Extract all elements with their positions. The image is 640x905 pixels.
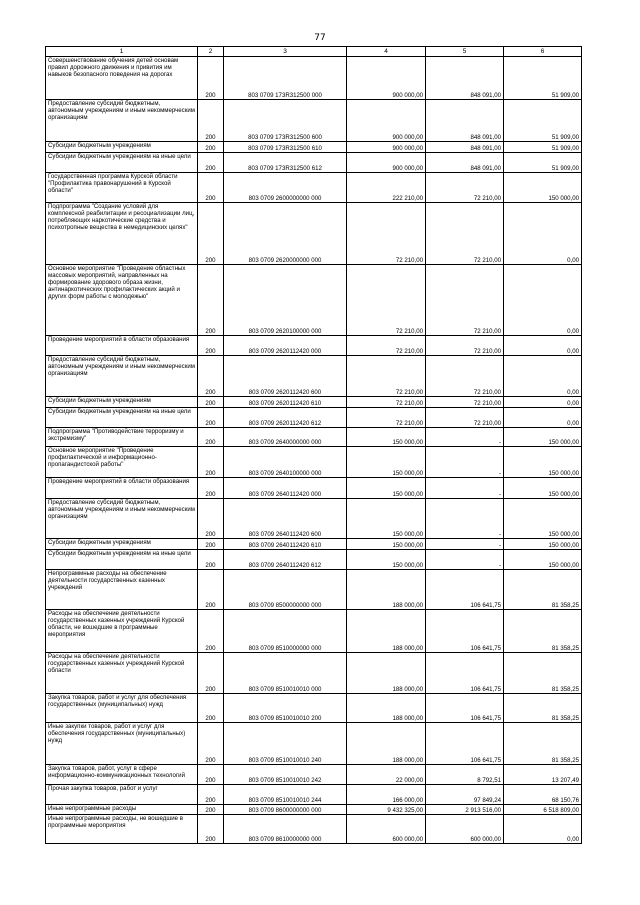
header-col-3: 3: [224, 47, 347, 57]
row-executed: 106 641,75: [426, 610, 504, 653]
row-budget-code: 803 0709 2640112420 610: [224, 539, 347, 550]
row-name: Иные закупки товаров, работ и услуг для обеспечения государственных (муниципальных) нужд: [46, 723, 198, 765]
row-budget-code: 803 0709 8500000000 000: [224, 570, 347, 610]
row-unexecuted: 0,00: [504, 336, 582, 356]
row-name: Основное мероприятие "Проведение профилактической и информационно-пропагандистской работы": [46, 447, 198, 478]
row-name: Субсидии бюджетным учреждениям: [46, 539, 198, 550]
row-approved: 150 000,00: [347, 447, 426, 478]
row-line-code: 200: [198, 723, 224, 765]
row-line-code: 200: [198, 57, 224, 100]
row-budget-code: 803 0709 2640000000 000: [224, 428, 347, 447]
row-executed: 72 210,00: [426, 397, 504, 408]
row-approved: 150 000,00: [347, 539, 426, 550]
row-budget-code: 803 0709 2620112420 612: [224, 408, 347, 428]
row-name: Расходы на обеспечение деятельности государственных казенных учреждений Курской области, не вошедшие в программные мероприятия: [46, 610, 198, 653]
row-approved: 22 000,00: [347, 765, 426, 785]
row-line-code: 200: [198, 447, 224, 478]
table-row: [46, 408, 582, 428]
row-line-code: 200: [198, 100, 224, 142]
row-line-code: 200: [198, 499, 224, 539]
row-budget-code: 803 0709 2620112420 000: [224, 336, 347, 356]
row-approved: 900 000,00: [347, 142, 426, 153]
row-unexecuted: 51 909,00: [504, 153, 582, 173]
row-approved: 188 000,00: [347, 694, 426, 723]
row-line-code: 200: [198, 694, 224, 723]
table-row: [46, 765, 582, 785]
row-unexecuted: 6 518 809,00: [504, 805, 582, 815]
table-row: [46, 57, 582, 100]
row-budget-code: 803 0709 173R312500 600: [224, 100, 347, 142]
row-approved: 900 000,00: [347, 153, 426, 173]
row-line-code: 200: [198, 397, 224, 408]
row-line-code: 200: [198, 173, 224, 203]
row-line-code: 200: [198, 336, 224, 356]
row-budget-code: 803 0709 173R312500 610: [224, 142, 347, 153]
header-row: [46, 47, 582, 57]
row-unexecuted: 13 207,49: [504, 765, 582, 785]
row-line-code: 200: [198, 356, 224, 397]
row-name: Субсидии бюджетным учреждениям: [46, 397, 198, 408]
row-executed: 2 913 516,00: [426, 805, 504, 815]
row-approved: 150 000,00: [347, 550, 426, 570]
row-line-code: 200: [198, 153, 224, 173]
row-unexecuted: 0,00: [504, 397, 582, 408]
header-col-1: 1: [46, 47, 198, 57]
row-line-code: 200: [198, 408, 224, 428]
row-line-code: 200: [198, 428, 224, 447]
row-executed: -: [426, 428, 504, 447]
row-unexecuted: 81 358,25: [504, 653, 582, 694]
row-line-code: 200: [198, 815, 224, 844]
table-row: [46, 173, 582, 203]
row-unexecuted: 81 358,25: [504, 694, 582, 723]
table-row: [46, 203, 582, 265]
row-executed: 106 641,75: [426, 653, 504, 694]
row-line-code: 200: [198, 653, 224, 694]
row-name: Расходы на обеспечение деятельности государственных казенных учреждений Курской области: [46, 653, 198, 694]
row-name: Подпрограмма "Создание условий для комплексной реабилитации и ресоциализации лиц, потребляющих наркотические средства и психотропные вещества в немедицинских целях": [46, 203, 198, 265]
table-row: [46, 336, 582, 356]
row-unexecuted: 51 909,00: [504, 142, 582, 153]
table-row: [46, 694, 582, 723]
row-name: Совершенствование обучения детей основам правил дорожного движения и привития им навыков безопасного поведения на дорогах: [46, 57, 198, 100]
row-unexecuted: 81 358,25: [504, 610, 582, 653]
row-approved: 72 210,00: [347, 408, 426, 428]
table-row: [46, 142, 582, 153]
row-name: Иные непрограммные расходы, не вошедшие в программные мероприятия: [46, 815, 198, 844]
row-budget-code: 803 0709 8510010010 000: [224, 653, 347, 694]
table-row: [46, 356, 582, 397]
table-body: [46, 57, 582, 844]
row-budget-code: 803 0709 2620100000 000: [224, 265, 347, 336]
row-approved: 900 000,00: [347, 57, 426, 100]
row-unexecuted: 0,00: [504, 203, 582, 265]
row-name: Непрограммные расходы на обеспечение деятельности государственных казенных учреждений: [46, 570, 198, 610]
row-executed: 72 210,00: [426, 265, 504, 336]
row-executed: 72 210,00: [426, 408, 504, 428]
row-executed: 848 091,00: [426, 153, 504, 173]
row-approved: 166 000,00: [347, 785, 426, 805]
row-name: Субсидии бюджетным учреждениям: [46, 142, 198, 153]
row-approved: 600 000,00: [347, 815, 426, 844]
table-row: [46, 610, 582, 653]
row-name: Предоставление субсидий бюджетным, автономным учреждениям и иным некоммерческим организациям: [46, 499, 198, 539]
row-unexecuted: 81 358,25: [504, 570, 582, 610]
page-number: 77: [314, 33, 326, 43]
row-approved: 72 210,00: [347, 203, 426, 265]
row-unexecuted: 68 150,76: [504, 785, 582, 805]
table-row: [46, 397, 582, 408]
row-executed: 72 210,00: [426, 173, 504, 203]
row-executed: -: [426, 550, 504, 570]
row-budget-code: 803 0709 2620112420 610: [224, 397, 347, 408]
header-col-2: 2: [198, 47, 224, 57]
row-executed: 72 210,00: [426, 336, 504, 356]
row-approved: 222 210,00: [347, 173, 426, 203]
table-row: [46, 550, 582, 570]
row-line-code: 200: [198, 805, 224, 815]
header-col-4: 4: [347, 47, 426, 57]
row-budget-code: 803 0709 2600000000 000: [224, 173, 347, 203]
row-budget-code: 803 0709 173R312500 612: [224, 153, 347, 173]
row-name: Проведение мероприятий в области образования: [46, 478, 198, 499]
row-line-code: 200: [198, 785, 224, 805]
row-executed: 97 849,24: [426, 785, 504, 805]
row-executed: 106 641,75: [426, 723, 504, 765]
row-name: Проведение мероприятий в области образования: [46, 336, 198, 356]
row-unexecuted: 150 000,00: [504, 478, 582, 499]
row-name: Иные непрограммные расходы: [46, 805, 198, 815]
row-budget-code: 803 0709 2640112420 000: [224, 478, 347, 499]
row-name: Прочая закупка товаров, работ и услуг: [46, 785, 198, 805]
row-name: Закупка товаров, работ, услуг в сфере информационно-коммуникационных технологий: [46, 765, 198, 785]
row-name: Предоставление субсидий бюджетным, автономным учреждениям и иным некоммерческим организациям: [46, 356, 198, 397]
row-executed: 106 641,75: [426, 570, 504, 610]
table-row: [46, 153, 582, 173]
row-name: Субсидии бюджетным учреждениям на иные цели: [46, 153, 198, 173]
row-line-code: 200: [198, 570, 224, 610]
row-budget-code: 803 0709 173R312500 000: [224, 57, 347, 100]
row-budget-code: 803 0709 8510010010 240: [224, 723, 347, 765]
row-executed: -: [426, 447, 504, 478]
row-unexecuted: 150 000,00: [504, 447, 582, 478]
row-unexecuted: 0,00: [504, 815, 582, 844]
row-executed: 600 000,00: [426, 815, 504, 844]
table-row: [46, 478, 582, 499]
row-line-code: 200: [198, 478, 224, 499]
row-unexecuted: 150 000,00: [504, 550, 582, 570]
table-row: [46, 805, 582, 815]
budget-table: [45, 46, 582, 844]
row-unexecuted: 0,00: [504, 408, 582, 428]
row-line-code: 200: [198, 539, 224, 550]
row-name: Субсидии бюджетным учреждениям на иные цели: [46, 550, 198, 570]
row-executed: -: [426, 539, 504, 550]
table-row: [46, 785, 582, 805]
table-row: [46, 428, 582, 447]
row-executed: 72 210,00: [426, 203, 504, 265]
row-unexecuted: 81 358,25: [504, 723, 582, 765]
row-approved: 9 432 325,00: [347, 805, 426, 815]
table-row: [46, 265, 582, 336]
table-row: [46, 447, 582, 478]
row-executed: 848 091,00: [426, 100, 504, 142]
row-unexecuted: 0,00: [504, 356, 582, 397]
row-approved: 900 000,00: [347, 100, 426, 142]
row-line-code: 200: [198, 610, 224, 653]
row-approved: 188 000,00: [347, 610, 426, 653]
row-approved: 150 000,00: [347, 499, 426, 539]
row-budget-code: 803 0709 8510010010 200: [224, 694, 347, 723]
row-approved: 188 000,00: [347, 723, 426, 765]
row-executed: -: [426, 499, 504, 539]
row-budget-code: 803 0709 8510010010 242: [224, 765, 347, 785]
header-col-6: 6: [504, 47, 582, 57]
row-approved: 188 000,00: [347, 570, 426, 610]
row-executed: 106 641,75: [426, 694, 504, 723]
row-approved: 72 210,00: [347, 265, 426, 336]
row-unexecuted: 150 000,00: [504, 539, 582, 550]
row-executed: -: [426, 478, 504, 499]
row-name: Основное мероприятие "Проведение областных массовых мероприятий, направленных на формирование здорового образа жизни, антинаркотических профилактических акций и других форм работы с молодежью": [46, 265, 198, 336]
row-unexecuted: 51 909,00: [504, 100, 582, 142]
row-budget-code: 803 0709 8510010010 244: [224, 785, 347, 805]
row-executed: 848 091,00: [426, 57, 504, 100]
row-name: Предоставление субсидий бюджетным, автономным учреждениям и иным некоммерческим организациям: [46, 100, 198, 142]
row-line-code: 200: [198, 550, 224, 570]
row-budget-code: 803 0709 2640100000 000: [224, 447, 347, 478]
table-row: [46, 499, 582, 539]
row-name: Закупка товаров, работ и услуг для обеспечения государственных (муниципальных) нужд: [46, 694, 198, 723]
row-unexecuted: 150 000,00: [504, 428, 582, 447]
row-line-code: 200: [198, 203, 224, 265]
row-approved: 150 000,00: [347, 428, 426, 447]
row-line-code: 200: [198, 765, 224, 785]
header-col-5: 5: [426, 47, 504, 57]
row-line-code: 200: [198, 142, 224, 153]
row-budget-code: 803 0709 2640112420 612: [224, 550, 347, 570]
row-approved: 150 000,00: [347, 478, 426, 499]
row-unexecuted: 150 000,00: [504, 173, 582, 203]
table-row: [46, 539, 582, 550]
row-approved: 188 000,00: [347, 653, 426, 694]
row-budget-code: 803 0709 2620112420 600: [224, 356, 347, 397]
table-row: [46, 723, 582, 765]
table-row: [46, 100, 582, 142]
row-budget-code: 803 0709 8600000000 000: [224, 805, 347, 815]
row-unexecuted: 150 000,00: [504, 499, 582, 539]
row-unexecuted: 51 909,00: [504, 57, 582, 100]
row-budget-code: 803 0709 2620000000 000: [224, 203, 347, 265]
row-name: Подпрограмма "Противодействие терроризму и экстремизму": [46, 428, 198, 447]
row-approved: 72 210,00: [347, 397, 426, 408]
row-executed: 848 091,00: [426, 142, 504, 153]
row-budget-code: 803 0709 2640112420 600: [224, 499, 347, 539]
table-row: [46, 815, 582, 844]
row-approved: 72 210,00: [347, 336, 426, 356]
row-executed: 8 792,51: [426, 765, 504, 785]
row-approved: 72 210,00: [347, 356, 426, 397]
row-executed: 72 210,00: [426, 356, 504, 397]
row-name: Субсидии бюджетным учреждениям на иные цели: [46, 408, 198, 428]
row-line-code: 200: [198, 265, 224, 336]
row-budget-code: 803 0709 8610000000 000: [224, 815, 347, 844]
row-unexecuted: 0,00: [504, 265, 582, 336]
row-name: Государственная программа Курской области "Профилактика правонарушений в Курской области": [46, 173, 198, 203]
table-row: [46, 653, 582, 694]
table-row: [46, 570, 582, 610]
row-budget-code: 803 0709 8510000000 000: [224, 610, 347, 653]
